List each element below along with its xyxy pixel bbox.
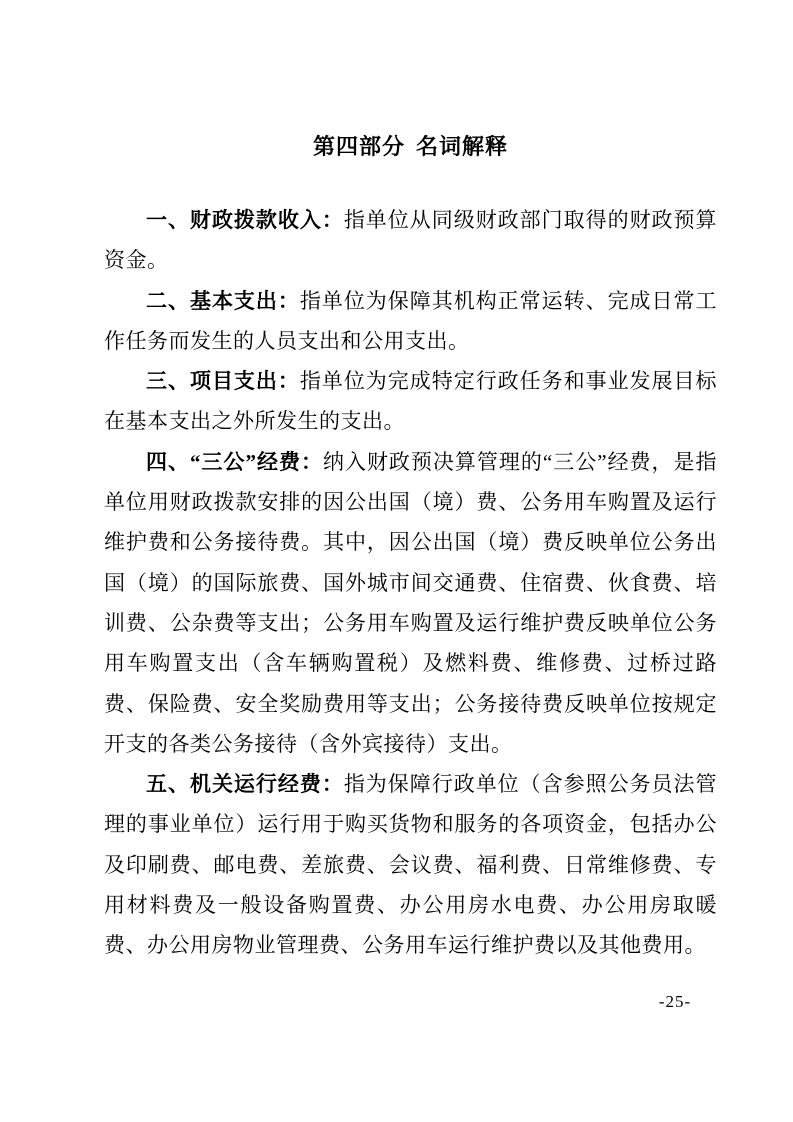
- term-definition: 指为保障行政单位（含参照公务员法管理的事业单位）运行用于购买货物和服务的各项资金，包括办公及印刷费、邮电费、差旅费、会议费、福利费、日常维修费、专用材料费及一般设备购置费、办公用房水电费、办公用房取暖费、办公用房物业管理费、公务用车运行维护费以及其他费用。: [104, 772, 718, 958]
- term-definition: 指单位从同级财政部门取得的财政预算资金。: [104, 208, 718, 273]
- term-definition: 纳入财政预决算管理的“三公”经费，是指单位用财政拨款安排的因公出国（境）费、公务用车购置及运行维护费和公务接待费。其中，因公出国（境）费反映单位公务出国（境）的国际旅费、国外城市间交通费、住宿费、伙食费、培训费、公杂费等支出；公务用车购置及运行维护费反映单位公务用车购置支出（含车辆购置税）及燃料费、维修费、过桥过路费、保险费、安全奖励费用等支出；公务接待费反映单位按规定开支的各类公务接待（含外宾接待）支出。: [104, 449, 717, 756]
- term-definition: 指单位为保障其机构正常运转、完成日常工作任务而发生的人员支出和公用支出。: [104, 288, 717, 353]
- term-label: 二、基本支出：: [146, 288, 300, 313]
- term-definition: 指单位为完成特定行政任务和事业发展目标在基本支出之外所发生的支出。: [104, 369, 717, 434]
- page-title: 第四部分 名词解释: [312, 134, 509, 159]
- term-label: 一、财政拨款收入：: [146, 208, 344, 232]
- definition-paragraph: [104, 361, 717, 442]
- page-number: -25-: [658, 992, 692, 1011]
- definition-paragraph: [104, 442, 717, 764]
- document-body: [104, 200, 717, 966]
- term-label: 三、项目支出：: [146, 369, 300, 394]
- definition-paragraph: [104, 200, 717, 281]
- definition-paragraph: [104, 764, 717, 965]
- term-label: 五、机关运行经费：: [146, 772, 344, 797]
- term-label: 四、“三公”经费：: [146, 449, 323, 474]
- definition-paragraph: [104, 281, 717, 362]
